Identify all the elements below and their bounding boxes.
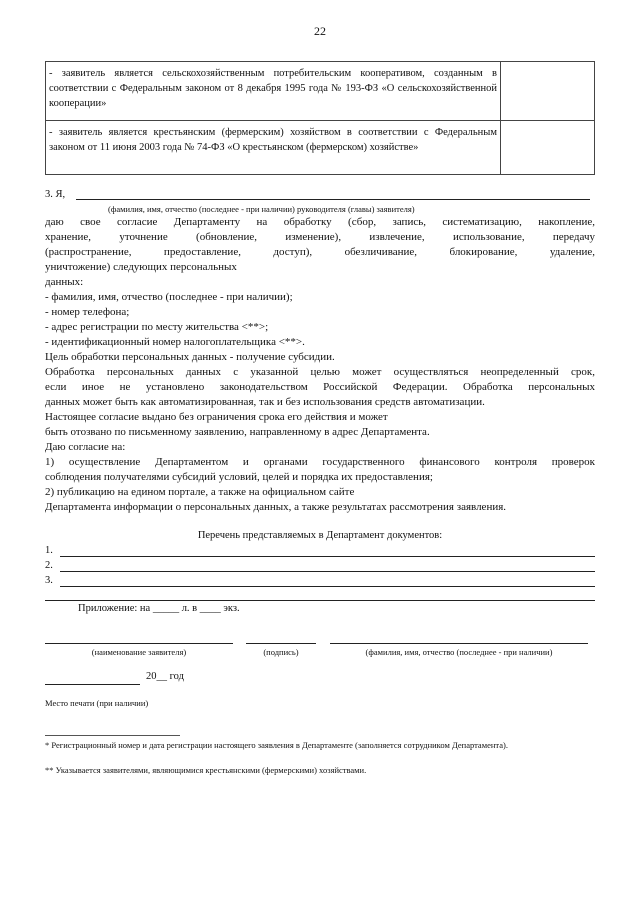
- stamp-place: Место печати (при наличии): [45, 698, 149, 708]
- consent-text-line: даю свое согласие Департаменту на обработку (сбор, запись, систематизацию, накопление,: [45, 216, 595, 228]
- appendix-line: [78, 603, 240, 614]
- doc-item-number: 1.: [45, 545, 53, 556]
- purpose-text: Цель обработки персональных данных - получение субсидии.: [45, 351, 335, 363]
- processing-text-line: данных может быть как автоматизированная, так и без использования средств автоматизации.: [45, 396, 485, 408]
- footnote-separator: [45, 735, 180, 736]
- data-label: данных:: [45, 276, 84, 288]
- page-number: 22: [314, 24, 326, 38]
- appendix-label: Приложение: на: [78, 603, 151, 614]
- table-cell-mark[interactable]: [501, 121, 595, 175]
- table-row: [46, 62, 595, 121]
- head-name-hint: (фамилия, имя, отчество (последнее - при наличии) руководителя (главы) заявителя): [108, 204, 415, 214]
- agree-text-line: Департамента информации о персональных данных, а также результатах рассмотрения заявления.: [45, 501, 507, 513]
- footnote: * Регистрационный номер и дата регистрации настоящего заявления в Департаменте (заполняется сотрудником Департамента).: [45, 740, 508, 750]
- applicant-type-table: [45, 61, 595, 175]
- doc-item-field[interactable]: [60, 586, 595, 587]
- appendix-copies-field[interactable]: ____: [199, 603, 221, 614]
- applicant-name-field[interactable]: [45, 643, 233, 644]
- consent-text-line: уничтожение) следующих персональных: [45, 261, 237, 273]
- fio-caption: (фамилия, имя, отчество (последнее - при наличии): [365, 647, 553, 657]
- appendix-copies-suffix: экз.: [223, 603, 240, 614]
- table-row: [46, 121, 595, 175]
- consent-text-line: (распространение, предоставление, доступ), обезличивание, блокирование, удаление,: [45, 246, 595, 258]
- table-cell-text: - заявитель является крестьянским (фермерским) хозяйством в соответствии с Федеральным законом от 11 июня 2003 года № 74-ФЗ «О крестьянском (фермерском) хозяйстве»: [46, 121, 501, 175]
- consent-item-label: 3. Я,: [45, 189, 66, 200]
- agree-text-line: 1) осуществление Департаментом и органами государственного финансового контроля проверок: [45, 456, 595, 468]
- date-field[interactable]: [45, 684, 140, 685]
- appendix-sheets-suffix: л. в: [181, 603, 198, 614]
- agree-text-line: 2) публикацию на едином портале, а также на официальном сайте: [45, 486, 355, 498]
- date-year: 20__ год: [146, 671, 184, 682]
- list-item: - номер телефона;: [45, 306, 130, 318]
- table-cell-mark[interactable]: [501, 62, 595, 121]
- signature-field[interactable]: [246, 643, 316, 644]
- processing-text-line: Обработка персональных данных с указанной целью может осуществляться неопределенный срок,: [45, 366, 595, 378]
- doc-item-number: 3.: [45, 575, 53, 586]
- docs-title: Перечень представляемых в Департамент документов:: [197, 530, 443, 541]
- list-item: - фамилия, имя, отчество (последнее - при наличии);: [45, 291, 293, 303]
- processing-text-line: если иное не установлено законодательством Российской Федерации. Обработка персональных: [45, 381, 595, 393]
- consent-body: [45, 215, 595, 515]
- head-name-field[interactable]: [76, 199, 590, 200]
- table-cell-text: - заявитель является сельскохозяйственным потребительским кооперативом, созданным в соответствии с Федеральным законом от 8 декабря 1995 года № 193-ФЗ «О сельскохозяйственной кооперации»: [46, 62, 501, 121]
- list-item: - адрес регистрации по месту жительства <**>;: [45, 321, 269, 333]
- agree-label: Даю согласие на:: [45, 441, 126, 453]
- separator-line: [45, 600, 595, 601]
- footnote: ** Указывается заявителями, являющимися крестьянскими (фермерскими) хозяйствами.: [45, 765, 367, 775]
- applicant-name-caption: (наименование заявителя): [91, 647, 187, 657]
- consent-text-line: хранение, уточнение (обновление, изменение), извлечение, использование, передачу: [45, 231, 595, 243]
- validity-text-line: быть отозвано по письменному заявлению, направленному в адрес Департамента.: [45, 426, 430, 438]
- doc-item-field[interactable]: [60, 571, 595, 572]
- doc-item-field[interactable]: [60, 556, 595, 557]
- signature-caption: (подпись): [263, 647, 299, 657]
- agree-text-line: соблюдения получателями субсидий условий, целей и порядка их предоставления;: [45, 471, 433, 483]
- appendix-sheets-field[interactable]: _____: [152, 603, 180, 614]
- validity-text-line: Настоящее согласие выдано без ограничения срока его действия и может: [45, 411, 388, 423]
- fio-field[interactable]: [330, 643, 588, 644]
- doc-item-number: 2.: [45, 560, 53, 571]
- list-item: - идентификационный номер налогоплательщика <**>.: [45, 336, 305, 348]
